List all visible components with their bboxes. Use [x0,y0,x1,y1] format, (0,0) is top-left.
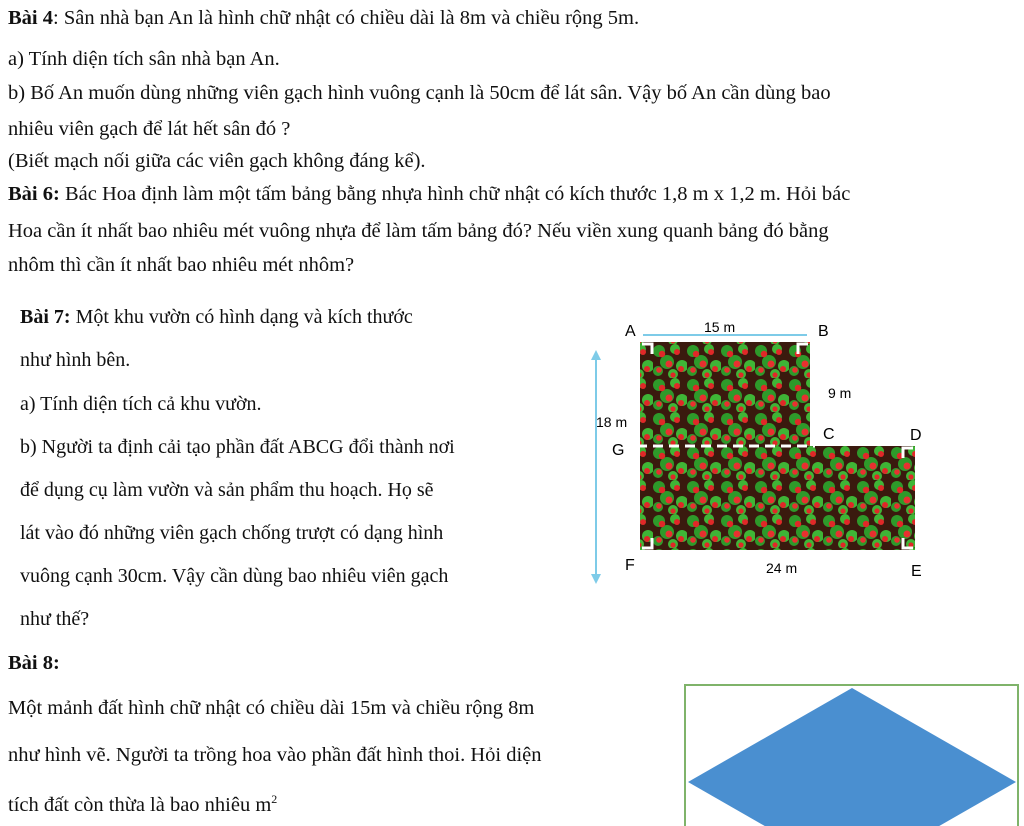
label-e: E [911,563,922,580]
bai8-line-1: Một mảnh đất hình chữ nhật có chiều dài 15m và chiều rộng 8m [8,697,535,719]
bai7-title: Bài 7: [20,306,71,328]
label-d: D [910,427,922,444]
bai8-line-3 [8,786,277,818]
bai7-text-1: Một khu vườn có hình dạng và kích thước [70,306,413,328]
bai4-b-line-2: nhiêu viên gạch để lát hết sân đó ? [8,118,291,140]
bai7-line-1 [20,304,413,330]
rhombus-figure [684,684,1020,826]
bai7-b-line-2: để dụng cụ làm vườn và sản phẩm thu hoạch. Họ sẽ [20,479,434,501]
bai7-b-line-1: b) Người ta định cải tạo phần đất ABCG đổi thành nơi [20,436,455,458]
height-arrow-bottom [591,574,601,584]
bai7-line-2: như hình bên. [20,349,131,371]
bai4-a: a) Tính diện tích sân nhà bạn An. [8,48,280,70]
label-b: B [818,323,829,340]
label-bottom-length: 24 m [766,560,798,576]
label-bc-length: 9 m [828,385,852,401]
bai8-title: Bài 8: [8,652,60,674]
label-c: C [823,426,835,443]
bai6-title: Bài 6: [8,183,60,205]
bai8-sup: 2 [271,792,278,806]
bai6-line-3: nhôm thì cần ít nhất bao nhiêu mét nhôm? [8,254,355,276]
height-arrow-top [591,350,601,360]
flower-rhombus [688,688,1016,826]
bai7-b-line-5: như thế? [20,608,90,630]
bai6-line-1 [8,181,850,207]
bai7-b-line-4: vuông cạnh 30cm. Vậy cần dùng bao nhiêu viên gạch [20,565,449,587]
bai8-text-3: tích đất còn thừa là bao nhiêu m [8,793,272,816]
bai6-text-1: Bác Hoa định làm một tấm bảng bằng nhựa hình chữ nhật có kích thước 1,8 m x 1,2 m. Hỏi bác [59,183,851,205]
label-f: F [625,557,635,574]
label-top-length: 15 m [704,319,736,335]
bai4-title: Bài 4 [8,7,53,29]
garden-plot [640,342,915,550]
label-a: A [625,323,636,340]
bai4-text: : Sân nhà bạn An là hình chữ nhật có chiều dài là 8m và chiều rộng 5m. [53,7,640,29]
label-left-length: 18 m [596,414,628,430]
bai7-a: a) Tính diện tích cả khu vườn. [20,393,262,415]
label-g: G [612,442,625,459]
bai8-line-2: như hình vẽ. Người ta trồng hoa vào phần đất hình thoi. Hỏi diện [8,744,542,766]
bai4-line-1 [8,5,639,31]
bai6-line-2: Hoa cần ít nhất bao nhiêu mét vuông nhựa để làm tấm bảng đó? Nếu viền xung quanh bảng đó bằng [8,220,829,242]
bai4-note: (Biết mạch nối giữa các viên gạch không đáng kể). [8,150,426,172]
bai4-b-line-1: b) Bố An muốn dùng những viên gạch hình vuông cạnh là 50cm để lát sân. Vậy bố An cần dùng bao [8,82,831,104]
bai7-b-line-3: lát vào đó những viên gạch chống trượt có dạng hình [20,522,444,544]
garden-figure [585,310,935,600]
